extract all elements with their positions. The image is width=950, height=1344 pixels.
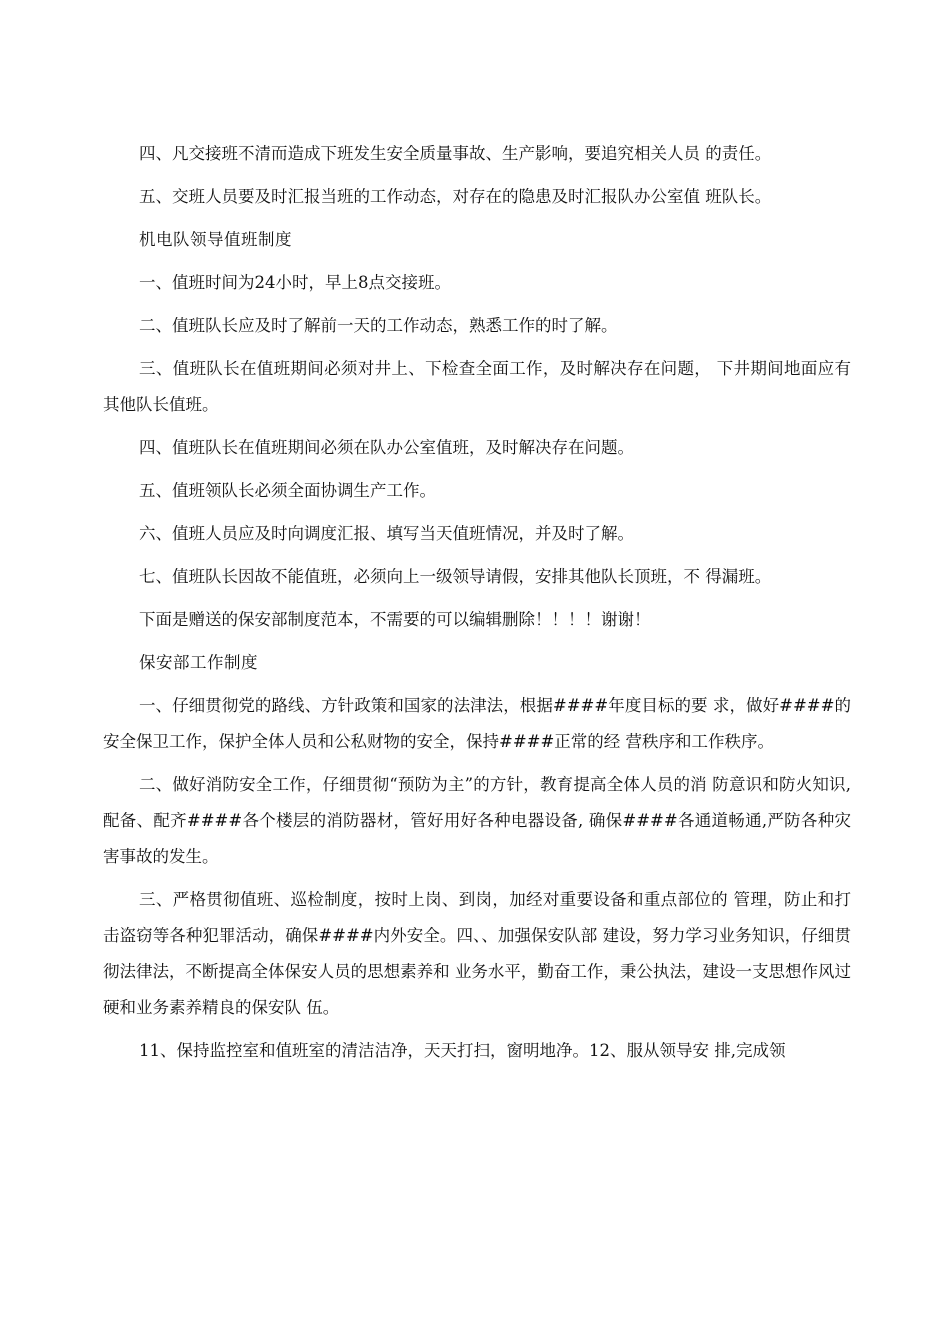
paragraph-handover-accident: 四、凡交接班不清而造成下班发生安全质量事故、生产影响，要追究相关人员 的责任。	[139, 144, 772, 163]
section-title-security-system: 保安部工作制度	[139, 653, 258, 672]
paragraph-duty-time: 一、值班时间为24小时，早上8点交接班。	[139, 273, 451, 292]
paragraph-security-cleaning: 11、保持监控室和值班室的清洁洁净，天天打扫，窗明地净。12、服从领导安 排,完成领	[139, 1041, 786, 1060]
paragraph-security-fire: 二、做好消防安全工作，仔细贯彻“预防为主”的方针，教育提高全体人员的消 防意识和防火知识,配备、配齐####各个楼层的消防器材，管好用好各种电器设备, 确保####各通道畅通,严防各种灾害事故的发生。	[103, 775, 851, 866]
paragraph-handover-report: 五、交班人员要及时汇报当班的工作动态，对存在的隐患及时汇报队办公室值 班队长。	[139, 187, 772, 206]
section-title-duty-system: 机电队领导值班制度	[139, 230, 292, 249]
paragraph-duty-leave: 七、值班队长因故不能值班，必须向上一级领导请假，安排其他队长顶班，不 得漏班。	[139, 567, 772, 586]
paragraph-duty-inspection: 三、值班队长在值班期间必须对井上、下检查全面工作，及时解决存在问题， 下井期间地面应有其他队长值班。	[103, 359, 851, 414]
paragraph-duty-report: 六、值班人员应及时向调度汇报、填写当天值班情况，并及时了解。	[139, 524, 634, 543]
document-body	[103, 136, 851, 1076]
paragraph-duty-office: 四、值班队长在值班期间必须在队办公室值班，及时解决存在问题。	[139, 438, 634, 457]
paragraph-duty-coordinate: 五、值班领队长必须全面协调生产工作。	[139, 481, 436, 500]
paragraph-duty-understand: 二、值班队长应及时了解前一天的工作动态，熟悉工作的时了解。	[139, 316, 618, 335]
paragraph-bonus-notice: 下面是赠送的保安部制度范本，不需要的可以编辑删除！！！！谢谢！	[139, 610, 651, 629]
paragraph-security-policy: 一、仔细贯彻党的路线、方针政策和国家的法津法，根据####年度目标的要 求，做好####的安全保卫工作，保护全体人员和公私财物的安全，保持####正常的经 营秩序和工作秩序。	[103, 696, 851, 751]
paragraph-security-patrol: 三、严格贯彻值班、巡检制度，按时上岗、到岗，加经对重要设备和重点部位的 管理，防止和打击盗窃等各种犯罪活动，确保####内外安全。四、、加强保安队部 建设，努力学习业务知识，仔细贯彻法律法，不断提高全体保安人员的思想素养和 业务水平，勤奋工作，秉公执法，建设一支思想作风过硬和业务素养精良的保安队 伍。	[103, 890, 851, 1017]
